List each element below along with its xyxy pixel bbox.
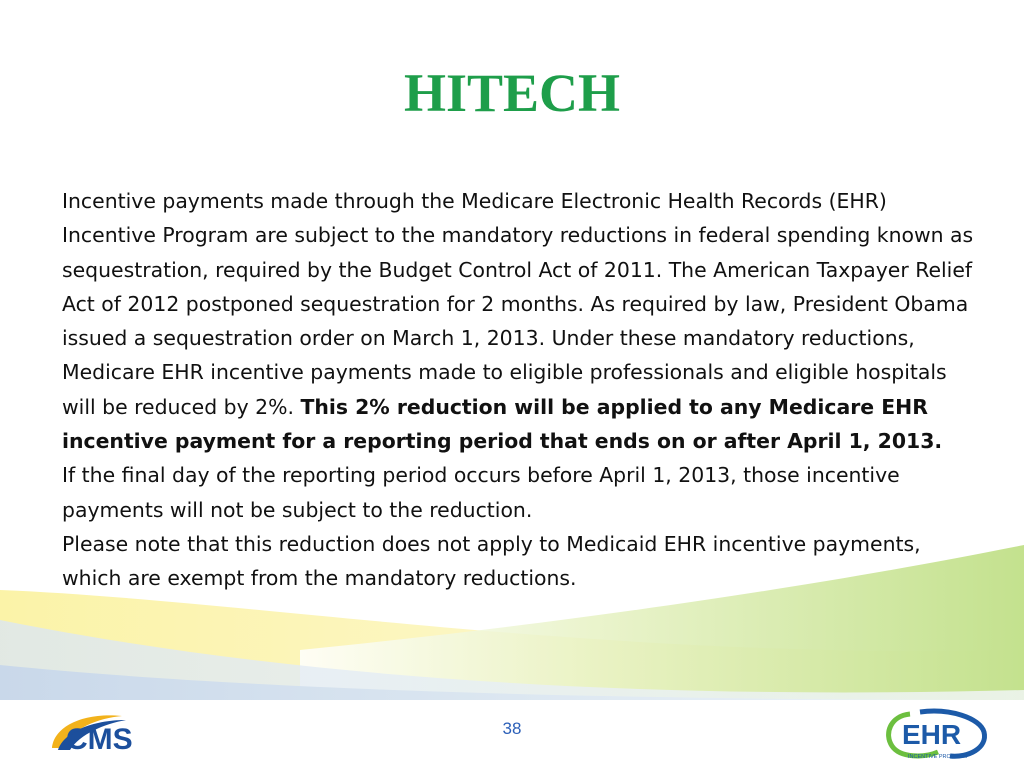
- paragraph-2-text: Please note that this reduction does not apply to Medicaid EHR incentive payments, which are exempt from the mandatory reductions.: [62, 531, 921, 591]
- cms-logo-icon: [44, 706, 174, 756]
- page-number: 38: [502, 719, 522, 738]
- paragraph-1-after-text: If the final day of the reporting period occurs before April 1, 2013, those incentive payments will not be subject to the reduction.: [62, 463, 900, 522]
- body-paragraph-1: [62, 184, 974, 527]
- slide-body: [62, 184, 974, 596]
- ehr-logo-icon: [880, 706, 992, 762]
- body-paragraph-2: [62, 527, 974, 596]
- page-title: HITECH: [403, 63, 621, 123]
- cms-logo-text: CMS: [66, 723, 133, 756]
- paragraph-1-text: Incentive payments made through the Medicare Electronic Health Records (EHR) Incentive Program are subject to the mandatory reductions in federal spending known as sequestration, required by the Budget Control Act of 2011. The American Taxpayer Relief Act of 2012 postponed sequestration for 2 months. As required by law, President Obama issued a sequestration order on March 1, 2013. Under these mandatory reductions, Medicare EHR incentive payments made to eligible professionals and eligible hospitals will be reduced by 2%.: [62, 189, 974, 419]
- ehr-logo-text: EHR: [902, 719, 962, 750]
- paragraph-1-bold-text: This 2% reduction will be applied to any Medicare EHR incentive payment for a reporting period that ends on or after April 1, 2013.: [62, 394, 943, 454]
- ehr-logo-subtext: INCENTIVE PROGRAM: [908, 754, 968, 760]
